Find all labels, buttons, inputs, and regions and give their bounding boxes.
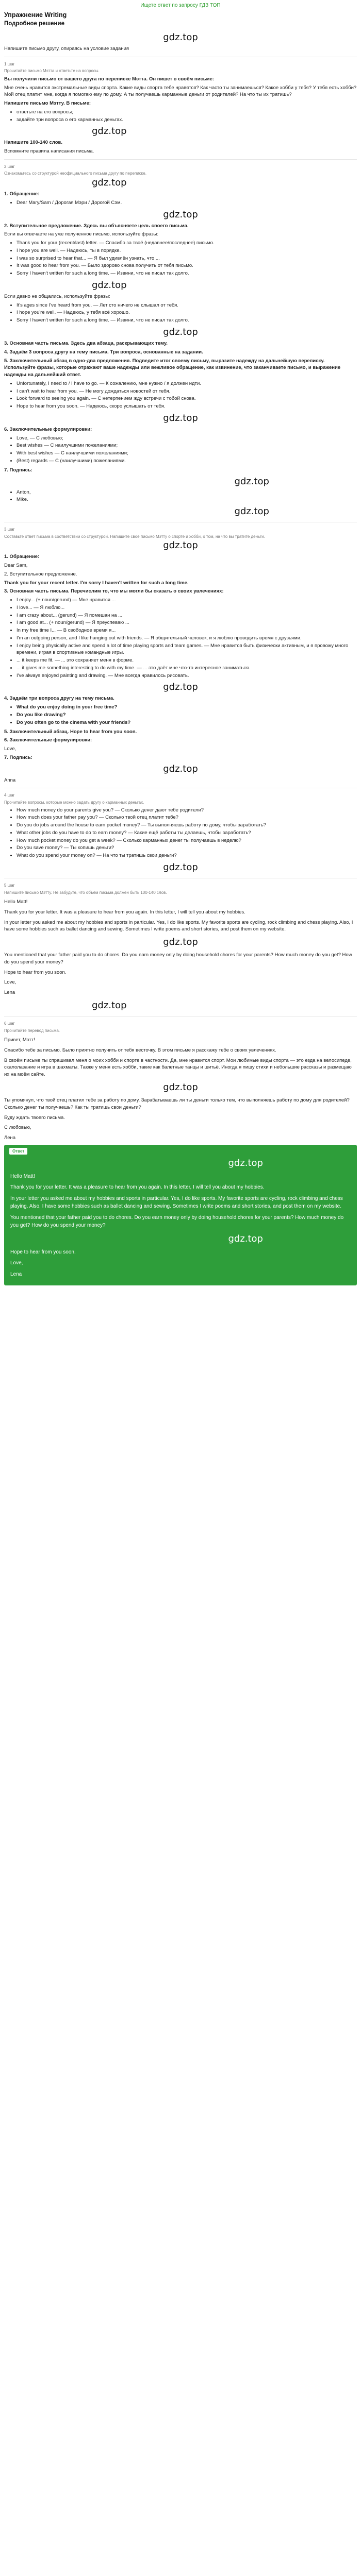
question-text: Вы получили письмо от вашего друга по переписке Мэтта. Он пишет в своём письме: bbox=[4, 76, 215, 82]
list-item: • I am crazy about... (gerund) — Я помешан на ... bbox=[17, 612, 357, 619]
letter-signoff: С любовью, bbox=[4, 1125, 31, 1131]
list bbox=[4, 380, 357, 410]
list-item: • How much money do your parents give you? — Сколько денег дают тебе родители? bbox=[17, 807, 357, 814]
letter-paragraph: Ты упомянул, что твой отец платил тебе за работу по дому. Зарабатываешь ли ты деньги только тем, что выполняешь работу по дому для родителей? Сколько денег ты получаешь? Как ты тратишь свои деньги? bbox=[4, 1097, 350, 1110]
list-item: • Mike. bbox=[17, 496, 357, 503]
answer-content bbox=[4, 1155, 357, 1286]
divider bbox=[4, 159, 357, 160]
section-heading: 1. Обращение: bbox=[4, 191, 40, 197]
list-item: • It was good to hear from you. — Было здорово снова получить от тебя письмо. bbox=[17, 262, 357, 269]
list-item: • I love... — Я люблю... bbox=[17, 604, 357, 612]
letter-signoff: Love, bbox=[4, 979, 17, 986]
step-hint: Составьте ответ письма в соответствии со структурой. Напишите своё письмо Мэтту о спорте и хобби, о том, на что вы тратите деньги. bbox=[4, 534, 265, 539]
list-item: • Love, — С любовью; bbox=[17, 435, 357, 442]
section-heading: 4. Задаём три вопроса другу на тему письма. bbox=[4, 696, 114, 702]
section-heading: 2. Вступительное предложение. Здесь вы объясняете цель своего письма. bbox=[4, 223, 189, 229]
list-item: • How much does your father pay you? — Сколько твой отец платит тебе? bbox=[17, 814, 357, 821]
letter-paragraph: Спасибо тебе за письмо. Было приятно получить от тебя весточку. В этом письме я расскажу тебе о своих увлечениях. bbox=[4, 1047, 276, 1053]
answer-paragraph: Thank you for your letter. It was a pleasure to hear from you again. In this letter, I will tell you about my hobbies. bbox=[10, 1184, 265, 1191]
letter-paragraph: Hope to hear from you soon. bbox=[4, 969, 67, 975]
letter-paragraph: In your letter you asked me about my hobbies and sports in particular. Yes, I do like sports. My favorite sports are cycling, rock climbing and chess playing. Also, I have some hobbies such as ballet dancing and sewing. Sometimes I write poems and short stories, and post them on my website. bbox=[4, 919, 353, 933]
step-hint: Прочитайте письмо Мэтта и ответьте на вопросы. bbox=[4, 69, 100, 74]
step-hint: Прочитайте вопросы, которые можно задать другу о карманных деньгах. bbox=[4, 800, 144, 805]
watermark: gdz.top bbox=[163, 763, 198, 774]
list-item: • I've always enjoyed painting and drawing. — Мне всегда нравилось рисовать. bbox=[17, 672, 357, 680]
list-item: • I hope you're well. — Надеюсь, у тебя всё хорошо. bbox=[17, 309, 357, 316]
list-item: • In my free time I... — В свободное время я... bbox=[17, 627, 357, 634]
watermark: gdz.top bbox=[163, 327, 198, 338]
section-heading: 7. Подпись: bbox=[4, 467, 32, 473]
step-label: 2 шаг bbox=[4, 164, 15, 169]
watermark: gdz.top bbox=[228, 1233, 263, 1244]
list bbox=[4, 597, 357, 679]
watermark: gdz.top bbox=[92, 177, 127, 189]
list-item: • ... it gives me something interesting to do with my time. — ... это даёт мне что-то интересное заниматься. bbox=[17, 665, 357, 672]
list-item: • ... it keeps me fit. — ... это сохраняет меня в форме. bbox=[17, 657, 357, 664]
list-item: • (Best) regards — С (наилучшими) пожеланиями. bbox=[17, 457, 357, 465]
answer-greeting: Hello Matt! bbox=[10, 1173, 35, 1179]
list-item: • Do you like drawing? bbox=[17, 711, 357, 719]
letter-signature: Лена bbox=[4, 1135, 16, 1141]
section-heading: 5. Заключительный абзац. Hope to hear from you soon. bbox=[4, 728, 137, 735]
step-label: 4 шаг bbox=[4, 793, 15, 798]
list bbox=[4, 489, 357, 504]
watermark: gdz.top bbox=[163, 31, 198, 43]
list-item: • Thank you for your (recent/last) letter. — Спасибо за твоё (недавнее/последнее) письмо. bbox=[17, 240, 357, 247]
watermark: gdz.top bbox=[92, 126, 127, 137]
section-text: Anna bbox=[4, 777, 16, 783]
list-item: • With best wishes — С наилучшими пожеланиями; bbox=[17, 450, 357, 457]
section-heading: 2. Вступительное предложение. bbox=[4, 571, 77, 577]
answer-box bbox=[4, 1145, 357, 1285]
list-item: • Do you save money? — Ты копишь деньги? bbox=[17, 844, 357, 852]
answer-paragraph: Hope to hear from you soon. bbox=[10, 1249, 76, 1255]
letter-paragraph: В своём письме ты спрашивал меня о моих хобби и спорте в частности. Да, мне нравится спорт. Мои любимые виды спорта — это езда на велосипеде, скалолазание и игра в шахматы. Также у меня есть хобби, такие как балетные танцы и шитьё. Иногда я пишу стихи и небольшие рассказы и размещаю их на моём сайте. bbox=[4, 1057, 352, 1078]
section-text: Если вы отвечаете на уже полученное письмо, используйте фразы: bbox=[4, 231, 159, 238]
watermark: gdz.top bbox=[234, 476, 269, 487]
section-heading: 4. Задаём 3 вопроса другу на тему письма. Три вопроса, основанные на задании. bbox=[4, 349, 203, 355]
list-item: • I enjoy... (+ noun/gerund) — Мне нравится ... bbox=[17, 597, 357, 604]
plan-intro: Вспомните правила написания письма. bbox=[4, 148, 94, 155]
list-item: • What do you spend your money on? — На что ты тратишь свои деньги? bbox=[17, 852, 357, 859]
list bbox=[4, 435, 357, 465]
list-item: • I can't wait to hear from you. — Не могу дождаться новостей от тебя. bbox=[17, 388, 357, 395]
list-item: • It's ages since I've heard from you. — Лет сто ничего не слышал от тебя. bbox=[17, 302, 357, 309]
list bbox=[4, 704, 357, 726]
list-item: • How much pocket money do you get a week? — Сколько карманных денег ты получаешь в неделю? bbox=[17, 837, 357, 844]
watermark: gdz.top bbox=[234, 506, 269, 517]
letter-paragraph: You mentioned that your father paid you to do chores. Do you earn money only by doing household chores for your parents? How much money do you get? How do you spend your money? bbox=[4, 952, 352, 965]
list-item: • Sorry I haven't written for such a long time. — Извини, что не писал так долго. bbox=[17, 317, 357, 324]
letter-greeting: Hello Matt! bbox=[4, 899, 28, 905]
list bbox=[4, 302, 357, 324]
answer-paragraph: In your letter you asked me about my hobbies and sports in particular. Yes, I do like sports. My favorite sports are cycling, rock climbing and chess playing. Also, I have some hobbies such as ballet dancing and sewing. Sometimes I write poems and short stories, and post them on my website. bbox=[10, 1195, 343, 1210]
step-hint: Прочитайте перевод письма. bbox=[4, 1028, 60, 1033]
list-item: • I hope you are well. — Надеюсь, ты в порядке. bbox=[17, 247, 357, 255]
section-text: Если давно не общались, используйте фразы: bbox=[4, 293, 110, 299]
list-item: • Anton, bbox=[17, 489, 357, 496]
watermark: gdz.top bbox=[92, 999, 127, 1011]
top-link[interactable]: Ищете ответ по запросу ГДЗ ТОП bbox=[140, 3, 221, 8]
list-item: • Sorry I haven't written for such a long time. — Извини, что не писал так долго. bbox=[17, 270, 357, 277]
answer-signature: Lena bbox=[10, 1271, 22, 1277]
section-text: Dear Sam, bbox=[4, 562, 28, 568]
list-item: • Do you often go to the cinema with your friends? bbox=[17, 719, 357, 726]
watermark: gdz.top bbox=[163, 861, 198, 873]
watermark: gdz.top bbox=[163, 1082, 198, 1093]
watermark: gdz.top bbox=[92, 279, 127, 291]
list-item: • задайте три вопроса о его карманных деньгах. bbox=[17, 116, 357, 124]
letter-paragraph: Thank you for your letter. It was a pleasure to hear from you again. In this letter, I will tell you about my hobbies. bbox=[4, 909, 245, 915]
step-label: 3 шаг bbox=[4, 527, 15, 532]
section-heading: 3. Основная часть письма. Здесь два абзаца, раскрывающих тему. bbox=[4, 341, 168, 347]
list-item: • I am good at... (+ noun/gerund) — Я преуспеваю ... bbox=[17, 619, 357, 626]
step-label: 6 шаг bbox=[4, 1021, 15, 1026]
section-heading: 1. Обращение: bbox=[4, 554, 40, 560]
list-item: • ответьте на его вопросы; bbox=[17, 109, 357, 116]
list-item: • Do you do jobs around the house to earn pocket money? — Ты выполняешь работу по дому, чтобы заработать? bbox=[17, 822, 357, 829]
task-text: Напишите письмо другу, опираясь на условие задания bbox=[4, 45, 129, 52]
instruction-list bbox=[4, 109, 357, 124]
letter-signature: Lena bbox=[4, 990, 15, 996]
list bbox=[4, 807, 357, 859]
watermark: gdz.top bbox=[163, 937, 198, 948]
answer-paragraph: You mentioned that your father paid you to do chores. Do you earn money only by doing household chores for your parents? How much money do you get? How do you spend your money? bbox=[10, 1214, 344, 1229]
list-item: • What other jobs do you have to do to earn money? — Какие ещё работы ты делаешь, чтобы заработать? bbox=[17, 829, 357, 837]
step-hint: Напишите письмо Мэтту. Не забудьте, что объём письма должен быть 100-140 слов. bbox=[4, 890, 167, 895]
step-label: 5 шаг bbox=[4, 883, 15, 888]
section-heading: 6. Заключительные формулировки: bbox=[4, 426, 92, 432]
watermark: gdz.top bbox=[163, 682, 198, 693]
list-item: • Dear Mary/Sam / Дорогая Мэри / Дорогой Сэм. bbox=[17, 199, 357, 207]
instructions: Напишите письмо Мэтту. В письме: bbox=[4, 100, 91, 107]
watermark: gdz.top bbox=[163, 412, 198, 423]
section-heading: 7. Подпись: bbox=[4, 754, 32, 760]
list bbox=[4, 199, 357, 207]
list bbox=[4, 240, 357, 277]
answer-signoff: Love, bbox=[10, 1260, 23, 1266]
section-text: Love, bbox=[4, 746, 17, 752]
section-text: Thank you for your recent letter. I'm sorry I haven't written for such a long time. bbox=[4, 580, 189, 586]
list-item: • I'm an outgoing person, and I like hanging out with friends. — Я общительный человек, и я люблю проводить время с друзьями. bbox=[17, 635, 357, 642]
page-title: Упражнение Writing bbox=[4, 11, 67, 19]
list-item: • Look forward to seeing you again. — С нетерпением жду встречи с тобой снова. bbox=[17, 395, 357, 402]
answer-tag: Ответ bbox=[9, 1148, 27, 1155]
letter-english bbox=[4, 899, 357, 996]
list-item: • Unfortunately, I need to / I have to go. — К сожалению, мне нужно / я должен идти. bbox=[17, 380, 357, 387]
watermark: gdz.top bbox=[228, 1157, 263, 1168]
list-item: • I was so surprised to hear that... — Я был удивлён узнать, что ... bbox=[17, 255, 357, 262]
word-count: Напишите 100-140 слов. bbox=[4, 140, 63, 146]
letter-paragraph: Буду ждать твоего письма. bbox=[4, 1114, 65, 1121]
letter-russian bbox=[4, 1037, 357, 1142]
letter-greeting: Привет, Мэтт! bbox=[4, 1037, 35, 1043]
watermark: gdz.top bbox=[163, 209, 198, 220]
section-heading: 5. Заключительный абзац в одно-два предложения. Подведите итог своему письму, выразите надежду на дальнейшую переписку. Используйте фразы, которые отражают ваше надежды или вежливое обращение, как извинение, что заканчиваете письмо, и выражение надежды на дальнейший ответ. bbox=[4, 358, 341, 378]
list-item: • Best wishes — С наилучшими пожеланиями; bbox=[17, 442, 357, 449]
section-heading: 6. Заключительные формулировки: bbox=[4, 737, 92, 743]
section-heading: 3. Основная часть письма. Перечислим то, что мы могли бы сказать о своих увлечениях: bbox=[4, 588, 224, 595]
letter-quote: Мне очень нравится экстремальные виды спорта. Какие виды спорта тебе нравятся? Как часто ты занимаешься? Какое хобби у тебя? У тебя есть хобби? Мой отец платит мне, когда я помогаю ему по дому. А ты получаешь карманные деньги от родителей? На что ты их тратишь? bbox=[4, 84, 357, 98]
step-label: 1 шаг bbox=[4, 61, 15, 66]
list-item: • Hope to hear from you soon. — Надеюсь, скоро услышать от тебя. bbox=[17, 403, 357, 410]
list-item: • What do you enjoy doing in your free time? bbox=[17, 704, 357, 711]
watermark: gdz.top bbox=[163, 540, 198, 551]
page bbox=[0, 0, 361, 1285]
list-item: • I enjoy being physically active and spend a lot of time playing sports and team games. — Мне нравится быть физически активным, и я провожу много времени, играя в спортивные командные игры. bbox=[17, 642, 357, 657]
page-subtitle: Подробное решение bbox=[4, 21, 64, 27]
step-hint: Ознакомьтесь со структурой неофициального письма другу по переписке. bbox=[4, 171, 146, 176]
